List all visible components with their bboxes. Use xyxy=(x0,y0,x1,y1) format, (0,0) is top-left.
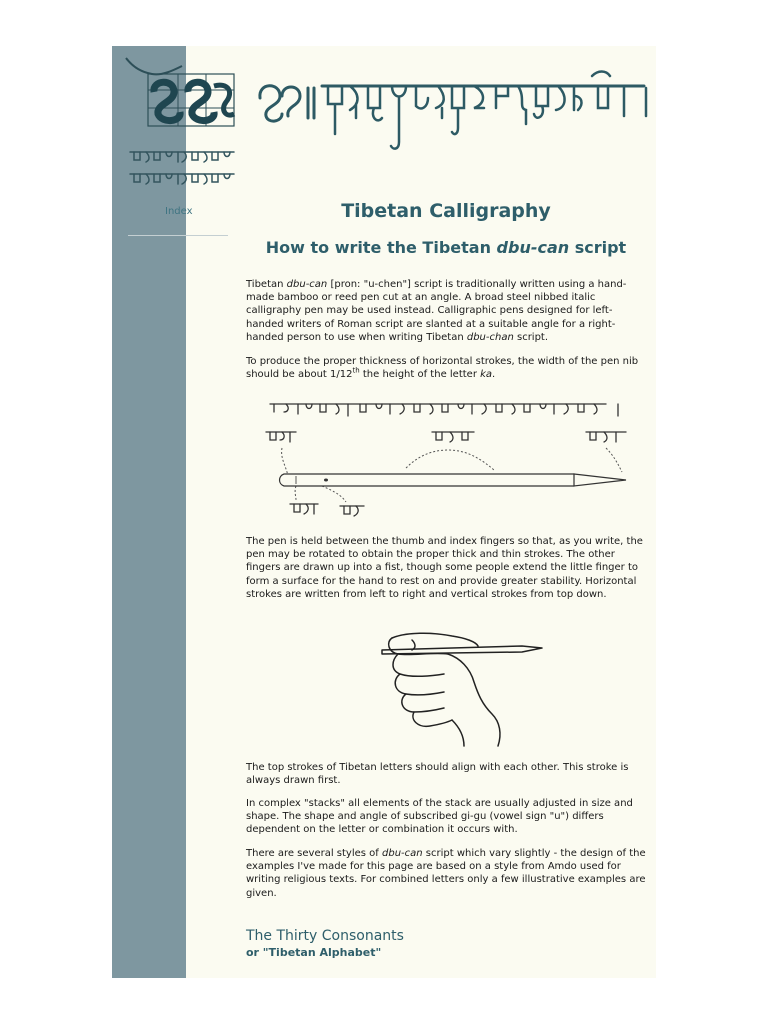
text-run: script xyxy=(569,238,627,257)
subtitle-text xyxy=(266,238,626,257)
text-run: [pron: "u-chen"] script is traditionally written using a hand-made bamboo or reed pen cut at an angle. A broad steel nibbed italic calligraphy pen may be used instead. Calligraphic pens designed for left-handed writers of Roman script are slanted at a suitable angle for a right-handed person to use when writing Tibetan xyxy=(246,279,627,343)
section-subtitle: or "Tibetan Alphabet" xyxy=(246,946,382,959)
top-strokes-paragraph: The top strokes of Tibetan letters should align with each other. This stroke is always drawn first. xyxy=(246,762,629,787)
logo-tibetan-numerals xyxy=(122,52,242,142)
page-subtitle xyxy=(246,238,646,257)
term-dbu-chan: dbu-chan xyxy=(466,331,514,343)
text-run: How to write the Tibetan xyxy=(265,238,497,257)
term-ka: ka xyxy=(480,369,493,381)
section-title: The Thirty Consonants xyxy=(246,928,404,944)
hand-holding-pen-illustration xyxy=(352,624,548,748)
superscript: th xyxy=(352,366,360,375)
term-dbu-can: dbu-can xyxy=(286,279,328,290)
intro-paragraph xyxy=(246,278,646,344)
index-link[interactable]: Index xyxy=(165,206,193,217)
page-title: Tibetan Calligraphy xyxy=(341,200,551,222)
text-run: . xyxy=(492,369,496,381)
pen-holding-paragraph: The pen is held between the thumb and index fingers so that, as you write, the pen may be rotated to obtain the proper thick and thin strokes. The other fingers are drawn up into a fist, though some people extend the little finger to form a surface for the hand to rest on and provide greater stability. Horizontal strokes are written from left to right and vertical strokes from top down. xyxy=(246,536,643,600)
text-run: To produce the proper thickness of horizontal strokes, the width of the pen nib should be about 1/12 xyxy=(246,356,639,381)
styles-paragraph xyxy=(246,847,646,900)
text-run: script. xyxy=(513,331,549,343)
pen-parts-diagram xyxy=(256,396,636,522)
term-dbu-can: dbu-can xyxy=(382,848,423,859)
sidebar-divider xyxy=(128,235,228,236)
term-dbu-can: dbu-can xyxy=(496,238,570,257)
tibetan-title-banner xyxy=(252,60,652,160)
nib-width-paragraph xyxy=(246,355,646,381)
text-run: script which vary slightly - the design of the examples I've made for this page are based on a style from Amdo used for writing religious texts. For combined letters only a few illustrative examples are given. xyxy=(246,848,646,899)
sidebar-tibetan-caption xyxy=(126,144,238,194)
text-run: There are several styles of xyxy=(246,848,382,859)
stacks-paragraph: In complex "stacks" all elements of the stack are usually adjusted in size and shape. The shape and angle of subscribed gi-gu (vowel sign "u") differs dependent on the letter or combination it occurs with. xyxy=(246,798,633,836)
text-run: the height of the letter xyxy=(359,369,481,381)
text-run: Tibetan xyxy=(246,279,287,290)
